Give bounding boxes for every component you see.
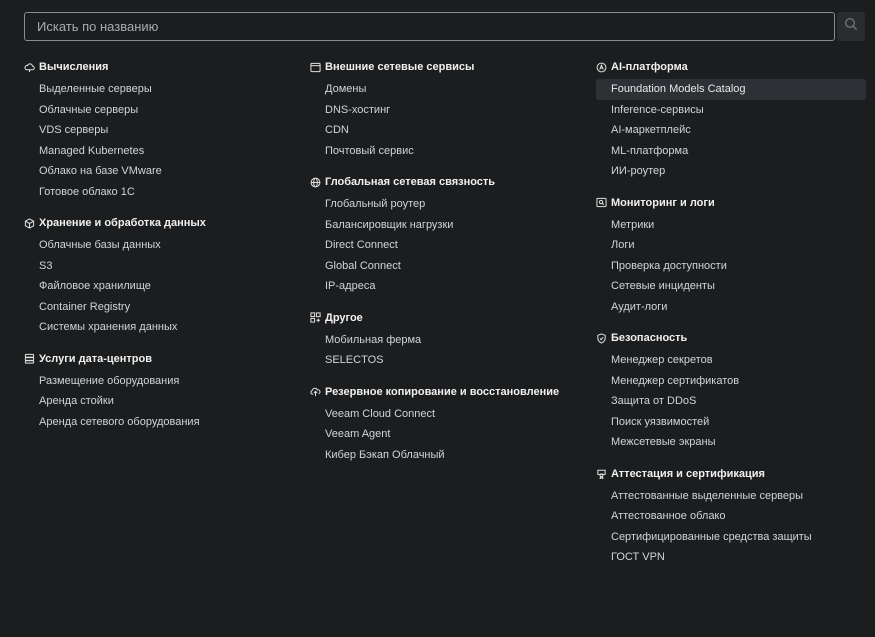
menu-item[interactable]: Foundation Models Catalog [596, 79, 866, 100]
menu-group [24, 350, 294, 433]
monitor-search-icon [596, 197, 607, 208]
menu-item[interactable]: Аудит-логи [611, 300, 668, 313]
menu-item[interactable]: Кибер Бэкап Облачный [325, 448, 445, 461]
group-title-label: Аттестация и сертификация [611, 467, 765, 480]
menu-item[interactable]: Global Connect [325, 259, 401, 272]
menu-item[interactable]: Облачные серверы [39, 103, 139, 116]
menu-item[interactable]: ГОСТ VPN [611, 551, 665, 563]
menu-group [24, 58, 294, 202]
cloud-upload-icon [310, 386, 321, 397]
search-icon [844, 17, 858, 36]
menu-item[interactable]: Облако на базе VMware [39, 165, 162, 177]
menu-item[interactable]: Мобильная ферма [325, 333, 422, 346]
group-title-label: Резервное копирование и восстановление [325, 385, 560, 398]
menu-item[interactable]: Выделенные серверы [39, 83, 152, 95]
menu-group [596, 194, 866, 318]
menu-group [596, 465, 866, 568]
menu-item[interactable]: VDS серверы [39, 124, 109, 136]
certificate-icon [596, 468, 607, 479]
menu-item[interactable]: Аттестованные выделенные серверы [611, 489, 804, 502]
grid-plus-icon [310, 312, 321, 323]
menu-item[interactable]: Аренда стойки [39, 395, 114, 407]
menu-item[interactable]: Сертифицированные средства защиты [611, 530, 812, 543]
server-icon [24, 353, 35, 364]
menu-item[interactable]: Veeam Cloud Connect [325, 407, 436, 420]
window-icon [310, 62, 321, 73]
group-title [310, 383, 580, 401]
box-icon [24, 218, 35, 229]
group-title [596, 58, 866, 76]
group-title [596, 329, 866, 347]
cloud-compute-icon [24, 62, 35, 73]
menu-item[interactable]: Поиск уязвимостей [611, 415, 710, 428]
menu-item[interactable]: Глобальный роутер [325, 198, 426, 210]
menu-item[interactable]: Менеджер секретов [611, 354, 713, 366]
menu-item[interactable]: ML-платформа [611, 144, 689, 157]
menu-item[interactable]: Direct Connect [325, 239, 398, 251]
menu-group [24, 214, 294, 338]
group-title-label: Другое [325, 311, 363, 324]
group-title-label: Услуги дата-центров [39, 352, 153, 365]
group-title [310, 173, 580, 191]
menu-item[interactable]: SELECTOS [325, 354, 384, 366]
ai-icon [596, 62, 607, 73]
menu-item[interactable]: Container Registry [39, 300, 131, 313]
menu-item[interactable]: AI-маркетплейс [611, 124, 691, 136]
group-title-label: AI-платформа [611, 61, 688, 73]
menu-item[interactable]: CDN [325, 124, 349, 136]
menu-item[interactable]: IP-адреса [325, 280, 376, 292]
menu-item[interactable]: Аренда сетевого оборудования [39, 415, 200, 428]
menu-item[interactable]: DNS-хостинг [325, 103, 391, 116]
menu-item[interactable]: Veeam Agent [325, 428, 391, 440]
menu-item[interactable]: Размещение оборудования [39, 374, 180, 387]
group-title [596, 194, 866, 212]
menu-item[interactable]: S3 [39, 259, 53, 272]
menu-item[interactable]: Файловое хранилище [39, 280, 151, 292]
group-title [596, 465, 866, 483]
menu-group [310, 173, 580, 297]
group-title [310, 58, 580, 76]
group-title-label: Глобальная сетевая связность [325, 176, 496, 188]
group-title [24, 350, 294, 368]
search-bar [24, 12, 865, 43]
menu-item[interactable]: Почтовый сервис [325, 144, 414, 157]
group-title [24, 214, 294, 232]
menu-item[interactable]: Балансировщик нагрузки [325, 218, 454, 231]
group-title-label: Мониторинг и логи [611, 196, 715, 209]
search-button[interactable] [837, 12, 865, 41]
shield-icon [596, 333, 607, 344]
menu-item[interactable]: Managed Kubernetes [39, 144, 145, 157]
menu-group [596, 58, 866, 182]
menu-item[interactable]: Inference-сервисы [611, 103, 704, 116]
menu-item[interactable]: Домены [325, 83, 367, 95]
group-title-label: Вычисления [39, 61, 109, 73]
globe-icon [310, 177, 321, 188]
menu-item[interactable]: Межсетевые экраны [611, 436, 716, 448]
group-title-label: Хранение и обработка данных [39, 217, 206, 229]
menu-column-0 [24, 58, 294, 444]
menu-group [310, 58, 580, 161]
search-input[interactable] [24, 12, 835, 41]
group-title-label: Внешние сетевые сервисы [325, 61, 475, 73]
menu-item[interactable]: Защита от DDoS [611, 395, 697, 407]
menu-item[interactable]: Сетевые инциденты [611, 280, 715, 292]
menu-group [310, 309, 580, 371]
menu-group [596, 329, 866, 453]
menu-item[interactable]: Готовое облако 1С [39, 185, 135, 198]
menu-group [310, 383, 580, 466]
menu-item[interactable]: ИИ-роутер [611, 165, 666, 177]
menu-item[interactable]: Метрики [611, 218, 655, 231]
menu-item[interactable]: Проверка доступности [611, 259, 727, 272]
menu-item[interactable]: Менеджер сертификатов [611, 374, 740, 387]
menu-item[interactable]: Аттестованное облако [611, 510, 726, 522]
menu-column-2 [596, 58, 866, 580]
menu-item[interactable]: Системы хранения данных [39, 321, 178, 333]
group-title [310, 309, 580, 327]
menu-item[interactable]: Логи [611, 239, 635, 251]
group-title-label: Безопасность [611, 332, 688, 344]
group-title [24, 58, 294, 76]
menu-item[interactable]: Облачные базы данных [39, 239, 161, 251]
menu-column-1 [310, 58, 580, 477]
